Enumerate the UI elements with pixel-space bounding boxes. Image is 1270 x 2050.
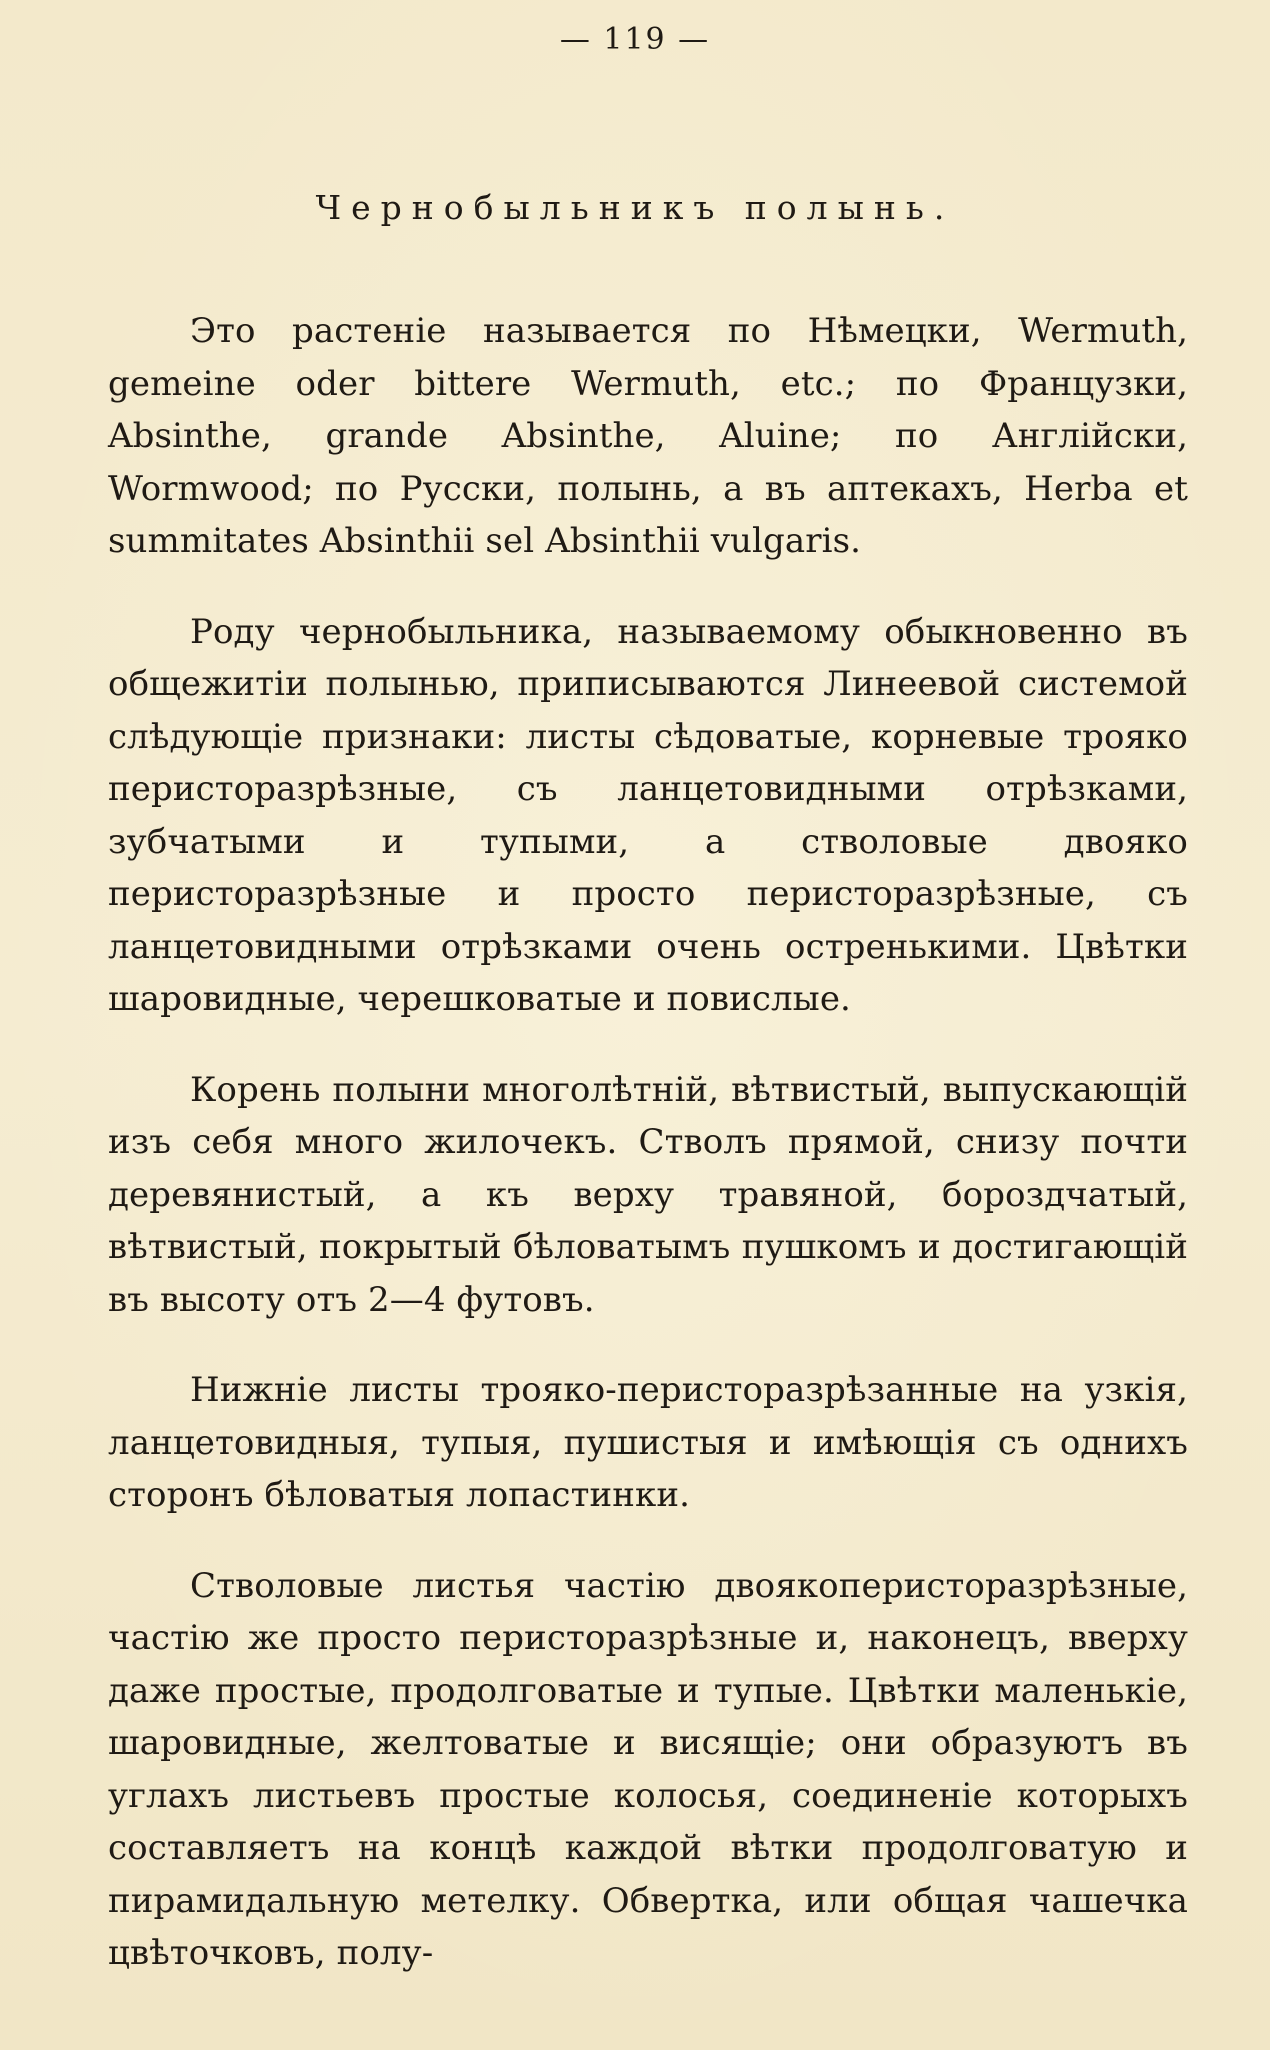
paragraph-lower-leaves: Нижніе листы трояко-перисторазрѣзанные на узкія, ланцетовидныя, тупыя, пушистыя и имѣющія съ однихъ сторонъ бѣловатыя лопастинки. — [108, 1370, 1188, 1515]
paragraph-genus-traits: Роду чернобыльника, называемому обыкновенно въ общежитіи полынью, приписываются Линеевой системой слѣдующіе признаки: листы сѣдоватые, корневые трояко перисторазрѣзные, съ ланцетовидными отрѣзками, зубчатыми и тупыми, а стволовые двояко перисторазрѣзные и просто перисторазрѣзные, съ ланцетовидными отрѣзками очень остренькими. Цвѣтки шаровидные, черешковатые и повислые. — [108, 611, 1188, 1019]
section-title: Чернобыльникъ полынь. — [315, 188, 955, 227]
page-number: — 119 — — [559, 22, 711, 57]
paragraph-stem-leaves: Стволовые листья частію двоякоперисторазрѣзные, частію же просто перисторазрѣзные и, наконецъ, вверху даже простые, продолговатые и тупые. Цвѣтки маленькіе, шаровидные, желтоватые и висящіе; они образуютъ въ углахъ листьевъ простые колосья, соединеніе которыхъ составляетъ на концѣ каждой вѣтки продолговатую и пирамидальную метелку. Обвертка, или общая чашечка цвѣточковъ, полу- — [108, 1565, 1188, 1973]
paragraph-root-stem: Корень полыни многолѣтній, вѣтвистый, выпускающій изъ себя много жилочекъ. Стволъ прямой, снизу почти деревянистый, а къ верху травяной, бороздчатый, вѣтвистый, покрытый бѣловатымъ пушкомъ и достигающій въ высоту отъ 2—4 футовъ. — [108, 1069, 1188, 1320]
paragraph-names: Это растеніе называется по Нѣмецки, Wermuth, gemeine oder bittere Wermuth, etc.; по Французки, Absinthe, grande Absinthe, Aluine; по Англійски, Wormwood; по Русски, полынь, а въ аптекахъ, Herba et summitates Absinthii sel Absinthii vulgaris. — [108, 311, 1188, 561]
body-text — [108, 305, 1188, 2018]
